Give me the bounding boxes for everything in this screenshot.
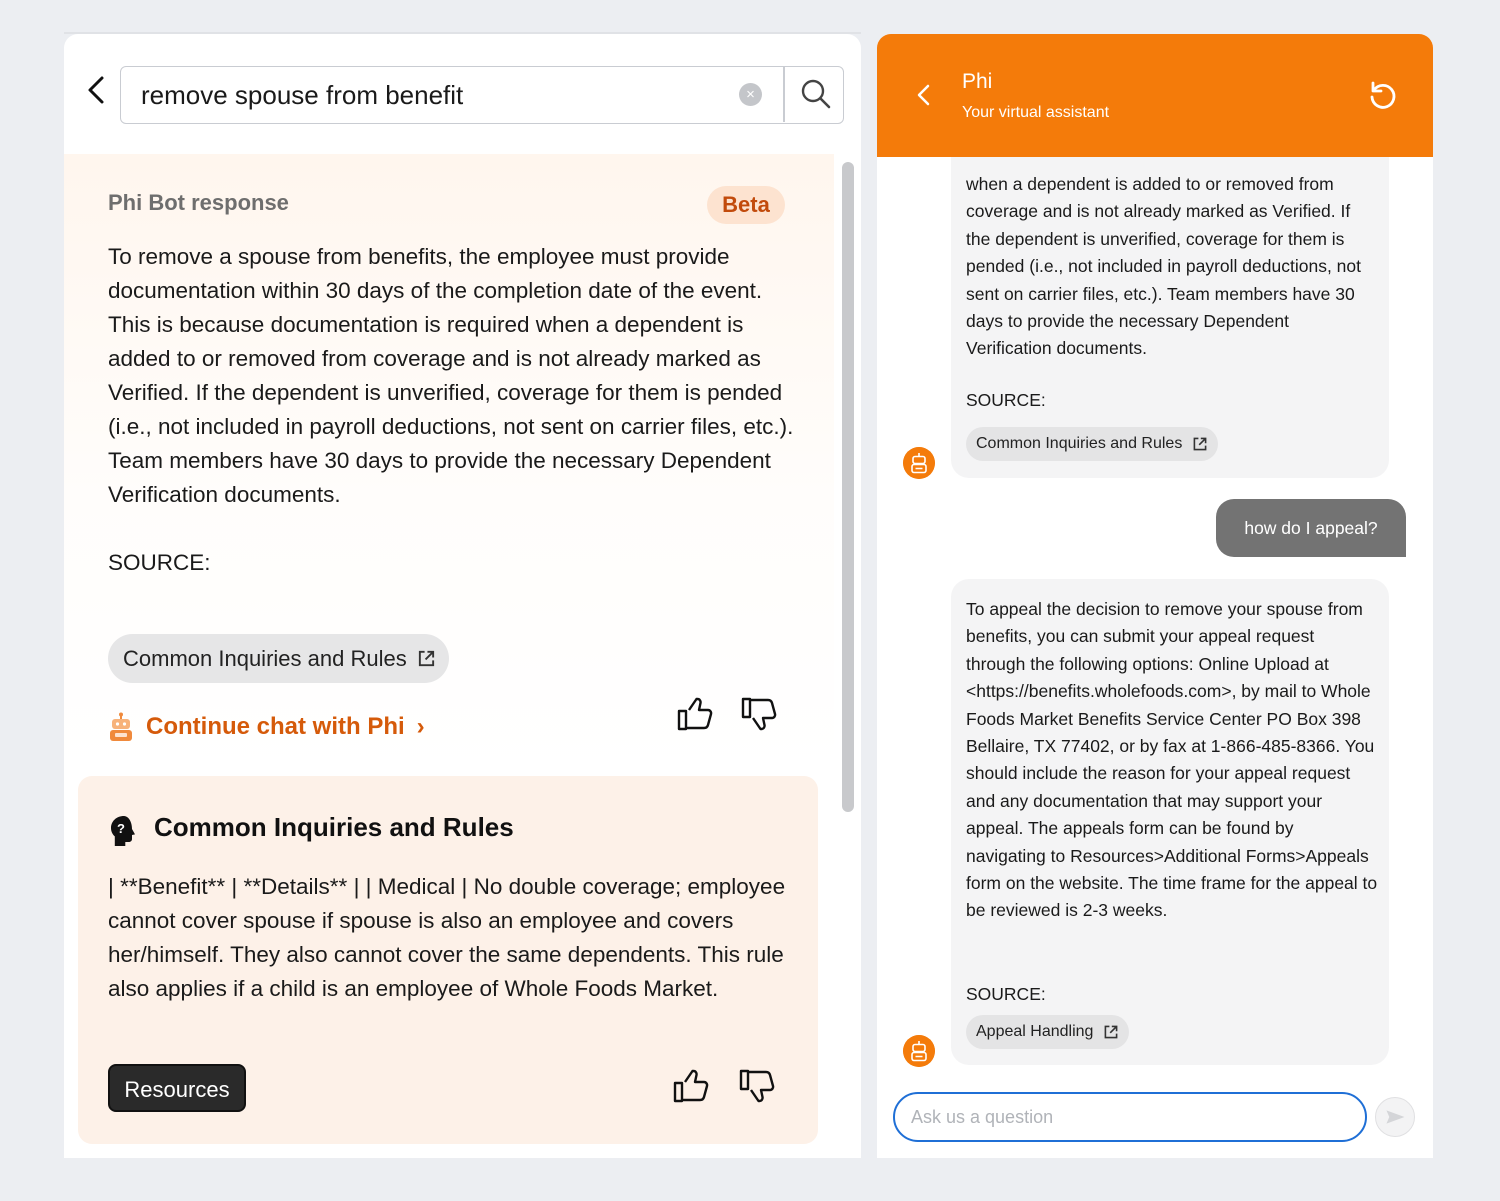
clear-icon[interactable]: × — [739, 83, 762, 106]
chat-messages — [877, 157, 1433, 1082]
search-icon[interactable] — [796, 75, 836, 115]
bot-message — [951, 157, 1389, 478]
scrollbar-thumb[interactable] — [842, 162, 854, 812]
bot-message-text: To appeal the decision to remove your spouse from benefits, you can submit your appeal request through the following options: Online Upload at <https://benefits.wholefoods.com>, by mail to Whole Foods Market Benefits Service Center PO Box 398 Bellaire, TX 77402, or by fax at 1-866-485-8366. You should include the reason for your appeal request and any documentation that may support your appeal. The appeals form can be found by navigating to Resources>Additional Forms>Appeals form on the website. The time frame for the appeal to be reviewed is 2-3 weeks. — [966, 599, 1378, 921]
svg-text:?: ? — [117, 821, 125, 836]
refresh-icon[interactable] — [1367, 80, 1399, 112]
continue-chat-label: Continue chat with Phi — [146, 713, 405, 740]
search-divider — [783, 67, 785, 122]
source-chip-label: Common Inquiries and Rules — [123, 646, 407, 671]
bot-message-text: when a dependent is added to or removed from coverage and is not already marked as Verified. If the dependent is unverified, coverage for them is pended (i.e., not included in payroll deductions, not sent on carrier files, etc.). Team members have 30 days to provide the necessary Dependent Verification documents. — [966, 174, 1361, 359]
source-link-chip[interactable] — [966, 427, 1218, 461]
external-link-icon — [1192, 436, 1208, 452]
source-label: SOURCE: — [966, 390, 1046, 410]
rules-card-text: | **Benefit** | **Details** | | Medical | No double coverage; employee cannot cover spouse if spouse is also an employee and covers her/himself. They also cannot cover the same dependents. This rule also applies if a child is an employee of Whole Foods Market. — [108, 874, 786, 1001]
chevron-left-icon[interactable] — [913, 82, 935, 108]
thumbs-down-icon[interactable] — [738, 1068, 776, 1106]
bot-response-card — [64, 154, 834, 774]
search-bar — [120, 66, 844, 124]
source-label: SOURCE: — [108, 550, 211, 575]
ask-question-input[interactable] — [893, 1092, 1367, 1142]
source-label: SOURCE: — [966, 984, 1046, 1004]
rules-result-card — [78, 776, 818, 1144]
back-chevron-icon[interactable] — [82, 72, 108, 108]
chevron-right-icon: › — [416, 713, 425, 740]
bot-response-text: To remove a spouse from benefits, the employee must provide documentation within 30 days of the completion date of the event. This is because documentation is required when a dependent is added to or removed from coverage and is not already marked as Verified. If the dependent is unverified, coverage for them is pended (i.e., not included in payroll deductions, not sent on carrier files, etc.). Team members have 30 days to provide the necessary Dependent Verification documents. — [108, 244, 794, 507]
beta-badge: Beta — [707, 186, 785, 224]
thumbs-up-icon[interactable] — [672, 1066, 710, 1104]
external-link-icon — [1103, 1024, 1119, 1040]
source-chip-label: Common Inquiries and Rules — [976, 435, 1183, 452]
rules-card-title[interactable]: Common Inquiries and Rules — [154, 812, 514, 842]
bot-response-title: Phi Bot response — [108, 190, 289, 215]
search-panel — [64, 34, 861, 1158]
user-message: how do I appeal? — [1216, 499, 1406, 557]
send-icon[interactable] — [1375, 1097, 1415, 1137]
bot-message — [951, 579, 1389, 1065]
thumbs-down-icon[interactable] — [740, 696, 778, 734]
source-chip-label: Appeal Handling — [976, 1023, 1094, 1040]
thumbs-up-icon[interactable] — [676, 694, 714, 732]
source-link-chip[interactable] — [966, 1015, 1129, 1049]
robot-icon — [903, 447, 935, 479]
chat-title: Phi — [962, 70, 993, 93]
resources-button[interactable]: Resources — [108, 1064, 246, 1112]
question-head-icon — [108, 814, 140, 848]
source-link-chip[interactable] — [108, 634, 449, 683]
external-link-icon — [417, 649, 436, 668]
chat-panel — [877, 34, 1433, 1158]
continue-chat-link[interactable] — [108, 710, 425, 744]
robot-icon — [108, 712, 134, 742]
search-input[interactable] — [141, 77, 721, 113]
chat-header — [877, 34, 1433, 157]
results-scroll-area — [64, 154, 861, 1158]
robot-icon — [903, 1035, 935, 1067]
chat-subtitle: Your virtual assistant — [962, 104, 1110, 121]
